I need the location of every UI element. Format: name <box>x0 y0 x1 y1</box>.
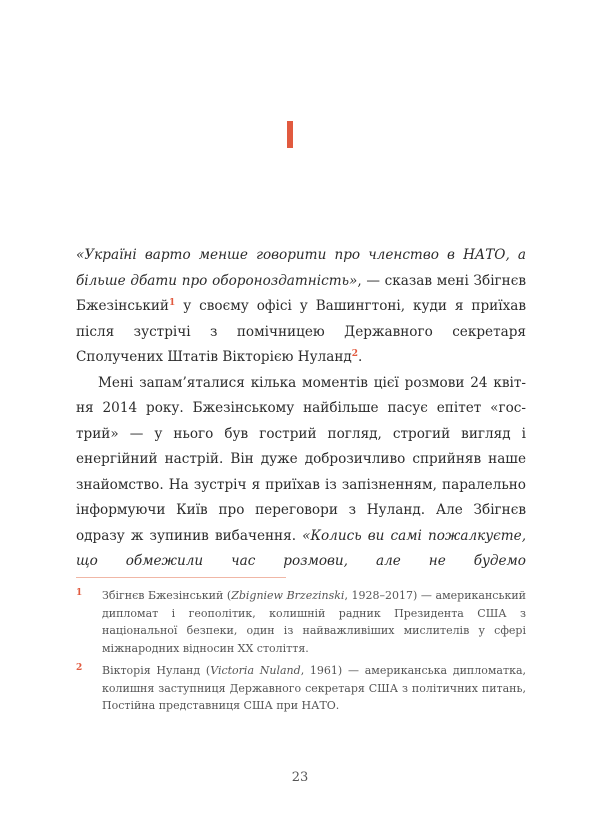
footnote-1-mark: 1 <box>76 588 83 598</box>
paragraph-1-text-c: . <box>358 349 363 365</box>
footnote-ref-1[interactable]: 1 <box>169 298 176 308</box>
paragraph-2 <box>76 371 526 575</box>
quote-1: «Україні варто менше говорити про членство в НАТО, а більше дбати про обороноздатність» <box>76 247 526 289</box>
footnote-1-pre: Збігнєв Бжезінський ( <box>102 589 232 602</box>
footnote-1-post: , 1928–2017) — американський дипломат і геополітик, колишній радник Президента США з національної безпеки, один із найважливіших мислителів у сфері міжнародних відносин ХХ століття. <box>102 589 526 655</box>
footnote-1-italic: Zbigniew Brzezinski <box>231 589 345 602</box>
footnotes <box>76 587 526 720</box>
body-text <box>76 243 526 575</box>
quote-2: «Колись ви самі пожалкуєте, що обмежили час розмови, але не будемо <box>76 527 527 569</box>
page-number: 23 <box>291 770 309 785</box>
footnote-2-post: , 1961) — американська дипломатка, колишня заступниця Державного секретаря США з політичних питань, Постійна представниця США при НАТО. <box>102 664 527 712</box>
footnote-2-mark: 2 <box>76 663 83 673</box>
footnote-1 <box>76 587 526 657</box>
footnote-2-pre: Вікторія Нуланд ( <box>102 664 211 677</box>
footnote-2 <box>76 662 526 715</box>
chapter-number-numeral <box>287 121 293 148</box>
paragraph-1-text-b: у своєму офісі у Вашингтоні, куди я приїхав після зустрічі з помічницею Державного секретаря Сполучених Штатів Вікторією Нуланд <box>76 298 526 365</box>
footnote-2-italic: Victoria Nuland <box>210 664 301 677</box>
footnote-ref-2[interactable]: 2 <box>351 349 359 359</box>
footnote-divider <box>76 577 286 578</box>
paragraph-2-text: Мені запам’яталися кілька моментів цієї розмови 24 квітня 2014 року. Бжезінському найбільше пасує епітет «гострий» — у нього був гострий погляд, строгий вигляд і енергійний настрій. Він дуже доброзичливо сприйняв наше знайомство. На зустріч я приїхав із запізненням, паралельно інформуючи Київ про переговори з Нуланд. Але Збігнєв одразу ж зупинив вибачення. <box>76 374 526 544</box>
paragraph-1 <box>76 243 526 371</box>
paragraph-1-text-a: , — сказав мені Збігнєв Бжезінський <box>76 272 526 314</box>
